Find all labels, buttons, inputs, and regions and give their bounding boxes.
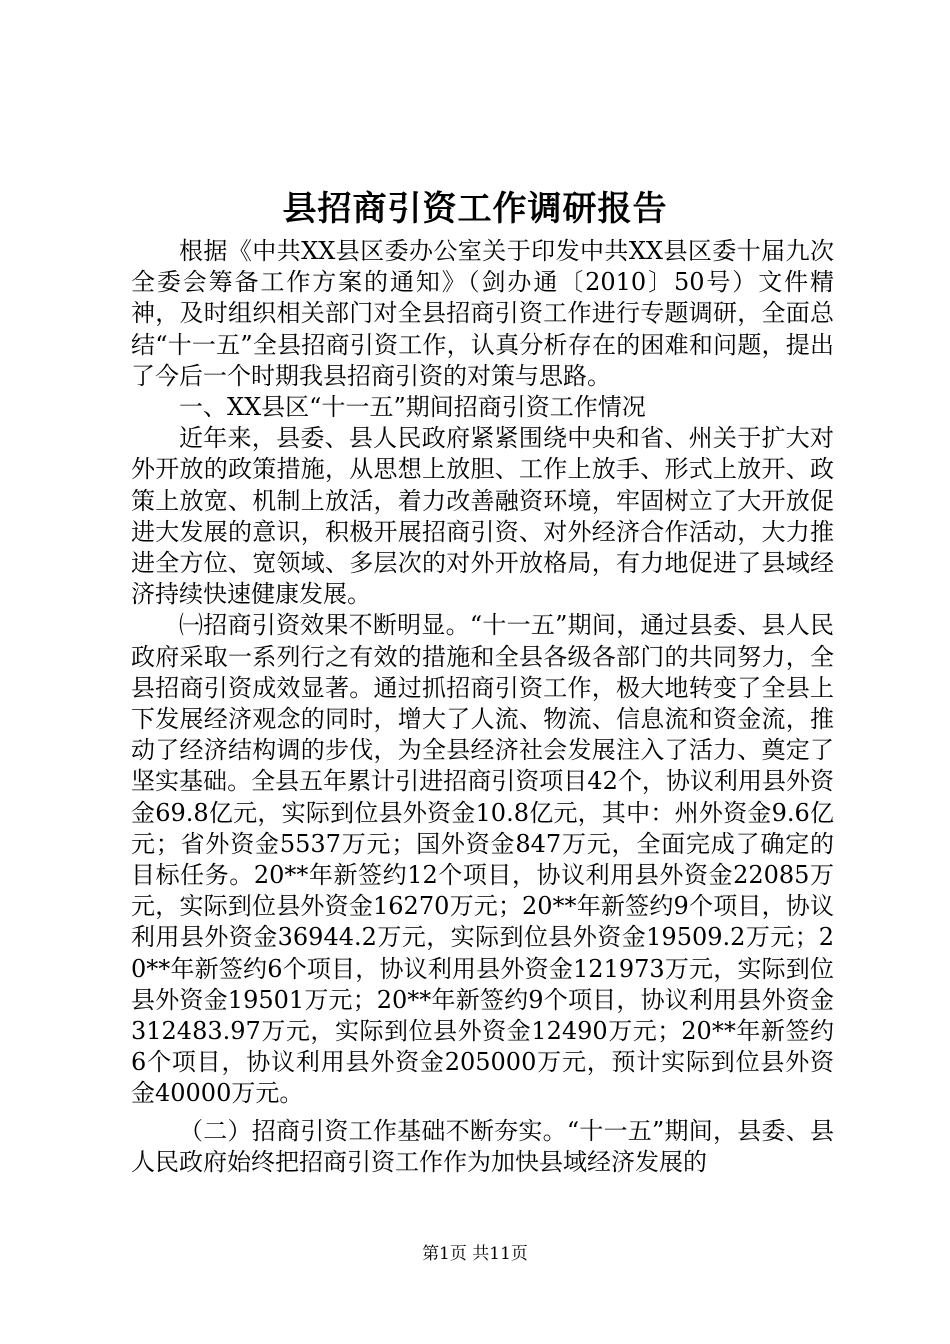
document-body [131, 236, 834, 1178]
paragraph-intro: 根据《中共XX县区委办公室关于印发中共XX县区委十届九次全委会筹备工作方案的通知》（剑办通〔2010〕50号）文件精神，及时组织相关部门对全县招商引资工作进行专题调研，全面总结“十一五”全县招商引资工作，认真分析存在的困难和问题，提出了今后一个时期我县招商引资的对策与思路。 [131, 237, 834, 390]
page-footer [0, 1242, 950, 1266]
paragraph-results: ㈠招商引资效果不断明显。“十一五”期间，通过县委、县人民政府采取一系列行之有效的措施和全县各级各部门的共同努力，全县招商引资成效显著。通过抓招商引资工作，极大地转变了全县上下发展经济观念的同时，增大了人流、物流、信息流和资金流，推动了经济结构调的步伐，为全县经济社会发展注入了活力、奠定了坚实基础。全县五年累计引进招商引资项目42个，协议利用县外资金69.8亿元，实际到位县外资金10.8亿元，其中：州外资金9.6亿元；省外资金5537万元；国外资金847万元，全面完成了确定的目标任务。20**年新签约12个项目，协议利用县外资金22085万元，实际到位县外资金16270万元；20**年新签约9个项目，协议利用县外资金36944.2万元，实际到位县外资金19509.2万元；20**年新签约6个项目，协议利用县外资金121973万元，实际到位县外资金19501万元；20**年新签约9个项目，协议利用县外资金312483.97万元，实际到位县外资金12490万元；20**年新签约6个项目，协议利用县外资金205000万元，预计实际到位县外资金40000万元。 [131, 611, 834, 1108]
page-number: 第1页 [422, 1244, 467, 1264]
document-title: 县招商引资工作调研报告 [282, 189, 668, 229]
paragraph-foundation: （二）招商引资工作基础不断夯实。“十一五”期间，县委、县人民政府始终把招商引资工作作为加快县域经济发展的 [131, 1116, 834, 1176]
section-heading-1: 一、XX县区“十一五”期间招商引资工作情况 [179, 393, 646, 422]
paragraph-overview: 近年来，县委、县人民政府紧紧围绕中央和省、州关于扩大对外开放的政策措施，从思想上放胆、工作上放手、形式上放开、政策上放宽、机制上放活，着力改善融资环境，牢固树立了大开放促进大发展的意识，积极开展招商引资、对外经济合作活动，大力推进全方位、宽领域、多层次的对外开放格局，有力地促进了县域经济持续快速健康发展。 [131, 424, 834, 609]
page-total: 共11页 [472, 1244, 528, 1264]
